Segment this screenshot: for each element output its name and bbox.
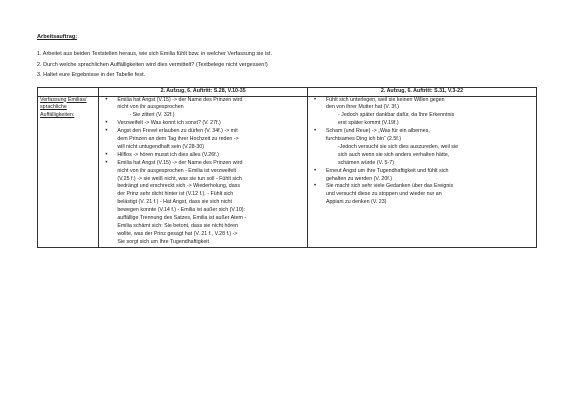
list-item-line: Hilflos -> hören musst ich dies alles (V.26f.) — [117, 151, 219, 158]
list-item-subline: erst später kommt (V.19f.) — [337, 120, 399, 127]
list-item-subline: sich auch wenn sie sich anders verhalten hätte, — [337, 151, 450, 158]
list-item — [310, 128, 534, 168]
list-item-line: Sie sorgt sich um Ihre Tugendhaftigkeit — [117, 238, 209, 245]
instruction-list — [37, 49, 537, 81]
results-table — [37, 87, 537, 248]
list-item-line: den von ihrer Mutter hat (V. 3f.) — [325, 104, 400, 111]
list-item-line: und versucht diese zu stoppen und wieder nur an — [325, 191, 442, 198]
bullet-icon: • — [105, 120, 108, 127]
list-item-line: (V.25 f.) -> sie weiß nicht, was sie tun soll - Fühlt sich — [117, 175, 242, 182]
header-empty-cell — [38, 88, 99, 97]
scene-1-cell — [99, 96, 308, 247]
list-item-line: Emilia schämt sich: Sie betont, dass sie nicht hören — [117, 223, 239, 229]
list-item-line: Scham (und Reue) -> „Was für ein albernes, — [325, 128, 430, 135]
list-item-line: belästigt (V. 21 f.) - Hat Angst, dass sie sich nicht — [117, 199, 232, 206]
list-item-line: Sie macht sich sehr viele Gedanken über das Ereignis — [325, 183, 454, 190]
bullet-icon: • — [313, 128, 317, 135]
list-item-line: Fühlt sich unterlegen, weil sie keinen Willen gegen — [325, 96, 445, 103]
list-item-line: bedrängt und erschreckt sich -> Wiederholung, dass — [117, 183, 240, 190]
list-item — [310, 97, 534, 129]
list-item-line: gehalten zu werden (V. 20f.) — [325, 175, 392, 182]
instruction-3: 3. Haltet eure Ergebnisse in der Tabelle fest. — [37, 72, 146, 78]
header-scene-1: 2. Aufzug, 6. Auftritt: S.28, V.10-35 — [99, 88, 308, 97]
list-item-line: dem Prinzen an dem Tag ihrer Hochzeit zu reden -> — [117, 136, 239, 143]
table-row — [38, 96, 537, 247]
scene-2-cell — [307, 96, 536, 247]
scene-1-list — [101, 97, 305, 247]
list-item-line: nicht von ihr ausgesprochen - Emilia ist verzweifelt — [117, 167, 236, 174]
list-item-line: Emilia hat Angst (V.15) -> der Name des Prinzen wird — [117, 159, 243, 166]
list-item — [101, 160, 305, 247]
bullet-icon: • — [105, 159, 108, 166]
list-item-line: Appiani zu denken (V. 23) — [325, 199, 387, 206]
list-item — [101, 152, 305, 160]
header-scene-2: 2. Aufzug, 6. Auftritt: S.31, V.3-22 — [307, 88, 536, 97]
list-item-line: Angst den Frevel erlauben zu dürfen (V. 34f.) -> mit — [117, 128, 238, 135]
list-item-line: will nicht untugendhaft sein (V.28-30) — [117, 143, 205, 150]
list-item — [310, 168, 534, 184]
list-item-subline: -Jedoch versucht sie sich dies auszureden, weil sie — [337, 143, 459, 150]
row-label-cell — [38, 96, 99, 247]
list-item-subline: - Sie zittert (V. 32f.) — [129, 112, 175, 119]
list-item — [101, 97, 305, 121]
scene-2-list — [310, 97, 534, 208]
assignment-heading: Arbeitsauftrag: — [37, 34, 78, 40]
list-item-line: wollte, was der Prinz gesagt hat (V. 21 f., V.28 f.) -> — [117, 230, 238, 237]
row-label-line-1: Verfassung Emilias/ — [40, 96, 87, 103]
list-item-line: Erneut Angst um ihre Tugendhaftigkeit und fühlt sich — [325, 167, 449, 174]
bullet-icon: • — [105, 151, 108, 158]
list-item — [310, 183, 534, 207]
bullet-icon: • — [313, 183, 317, 190]
bullet-icon: • — [313, 167, 317, 174]
list-item — [101, 128, 305, 152]
list-item-line: der Prinz sehr dicht hinter ist (V.12 f.). - Fühlt sich — [117, 191, 234, 198]
list-item-line: Emilia hat Angst (V.15) -> der Name des Prinzen wird — [117, 96, 243, 103]
table-header-row — [38, 88, 537, 97]
instruction-2: 2. Durch welche sprachlichen Auffälligkeiten wird dies vermittelt? (Textbelege nicht vergessen!) — [37, 61, 268, 68]
list-item-subline: - Jedoch später dankbar dafür, da Ihre Erkenntnis — [337, 112, 455, 119]
list-item-line: Verzweifelt -> Was konnt ich sonst? (V. 27f.) — [117, 120, 221, 127]
instruction-1: 1. Arbeitet aus beiden Textstellen heraus, wie sich Emilia fühlt bzw. in welcher Verfassung sie ist. — [37, 51, 272, 57]
list-item-subline: schämen würde (V. 5-7) — [337, 159, 394, 166]
list-item-line: auffällige Trennung des Satzes, Emilia ist außer Atem - — [117, 215, 247, 222]
bullet-icon: • — [105, 96, 108, 103]
row-label-line-2: sprachliche Auffälligkeiten: — [40, 104, 75, 119]
list-item-line: bewegen konnte (V.14 f.) - Emilia ist außer sich (V.10): — [117, 207, 246, 214]
list-item — [101, 120, 305, 128]
bullet-icon: • — [313, 96, 317, 103]
bullet-icon: • — [105, 128, 108, 135]
list-item-line: nicht von ihr ausgesprochen — [117, 104, 184, 111]
list-item-line: furchtsames Ding ich bin“ (2.5f.) — [325, 136, 402, 143]
